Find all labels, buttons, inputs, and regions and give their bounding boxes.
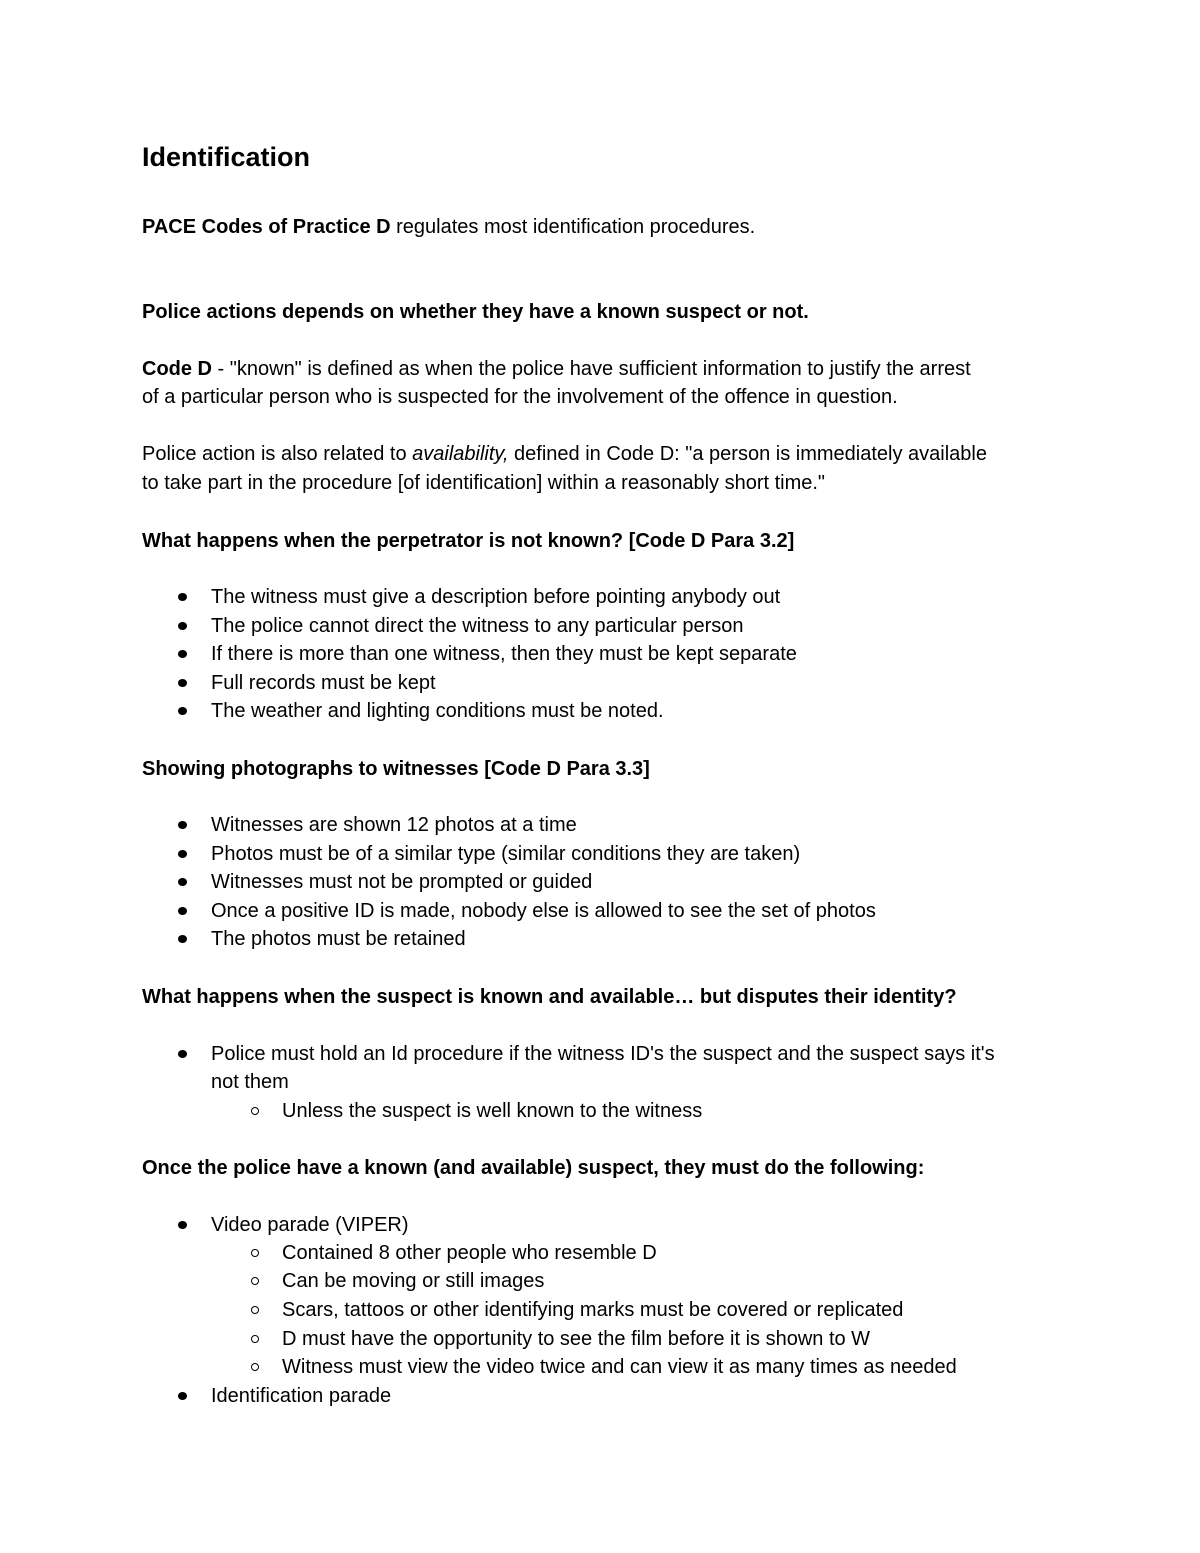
disputes-heading: What happens when the suspect is known and available… but disputes their identity? (142, 986, 957, 1008)
sub-list-item: D must have the opportunity to see the film before it is shown to W (282, 1325, 870, 1353)
sub-list-item: Witness must view the video twice and can view it as many times as needed (282, 1353, 957, 1381)
list-item: Video parade (VIPER) (211, 1211, 409, 1239)
list-item-continuation: not them (211, 1071, 289, 1093)
sub-list-item: Unless the suspect is well known to the witness (282, 1097, 702, 1125)
intro-rest: regulates most identification procedures. (390, 216, 756, 238)
page-title: Identification (142, 142, 310, 172)
code-d-line1 (142, 355, 971, 383)
list-item: The weather and lighting conditions must be noted. (211, 697, 664, 725)
availability-post: defined in Code D: "a person is immediately available (508, 443, 987, 465)
availability-line1 (142, 440, 987, 468)
list-item: If there is more than one witness, then they must be kept separate (211, 640, 797, 668)
list-item: Witnesses must not be prompted or guided (211, 868, 592, 896)
list-item: Photos must be of a similar type (similar conditions they are taken) (211, 840, 800, 868)
sub-list-item: Scars, tattoos or other identifying marks must be covered or replicated (282, 1296, 903, 1324)
availability-italic: availability, (412, 443, 509, 465)
code-d-line2: of a particular person who is suspected for the involvement of the offence in question. (142, 386, 898, 408)
list-item: The witness must give a description before pointing anybody out (211, 583, 780, 611)
intro-paragraph (142, 213, 755, 241)
sub-list-item: Can be moving or still images (282, 1267, 544, 1295)
sub-list-item: Contained 8 other people who resemble D (282, 1239, 657, 1267)
list-item: The photos must be retained (211, 925, 466, 953)
list-item: The police cannot direct the witness to any particular person (211, 612, 744, 640)
known-suspect-heading: Once the police have a known (and available) suspect, they must do the following: (142, 1157, 925, 1179)
availability-line2: to take part in the procedure [of identification] within a reasonably short time." (142, 472, 826, 494)
list-item-line1: Police must hold an Id procedure if the witness ID's the suspect and the suspect says it's (211, 1043, 995, 1065)
list-item: Identification parade (211, 1382, 391, 1410)
list-item: Full records must be kept (211, 669, 436, 697)
availability-pre: Police action is also related to (142, 443, 413, 465)
list-item: Once a positive ID is made, nobody else is allowed to see the set of photos (211, 897, 876, 925)
code-d-bold: Code D (142, 358, 212, 380)
code-d-text: - "known" is defined as when the police have sufficient information to justify the arrest (212, 358, 971, 380)
photos-heading: Showing photographs to witnesses [Code D Para 3.3] (142, 758, 650, 780)
list-item (211, 1040, 995, 1068)
list-item: Witnesses are shown 12 photos at a time (211, 811, 577, 839)
not-known-heading: What happens when the perpetrator is not known? [Code D Para 3.2] (142, 530, 795, 552)
intro-bold: PACE Codes of Practice D (142, 216, 391, 238)
police-actions-heading: Police actions depends on whether they have a known suspect or not. (142, 301, 809, 323)
